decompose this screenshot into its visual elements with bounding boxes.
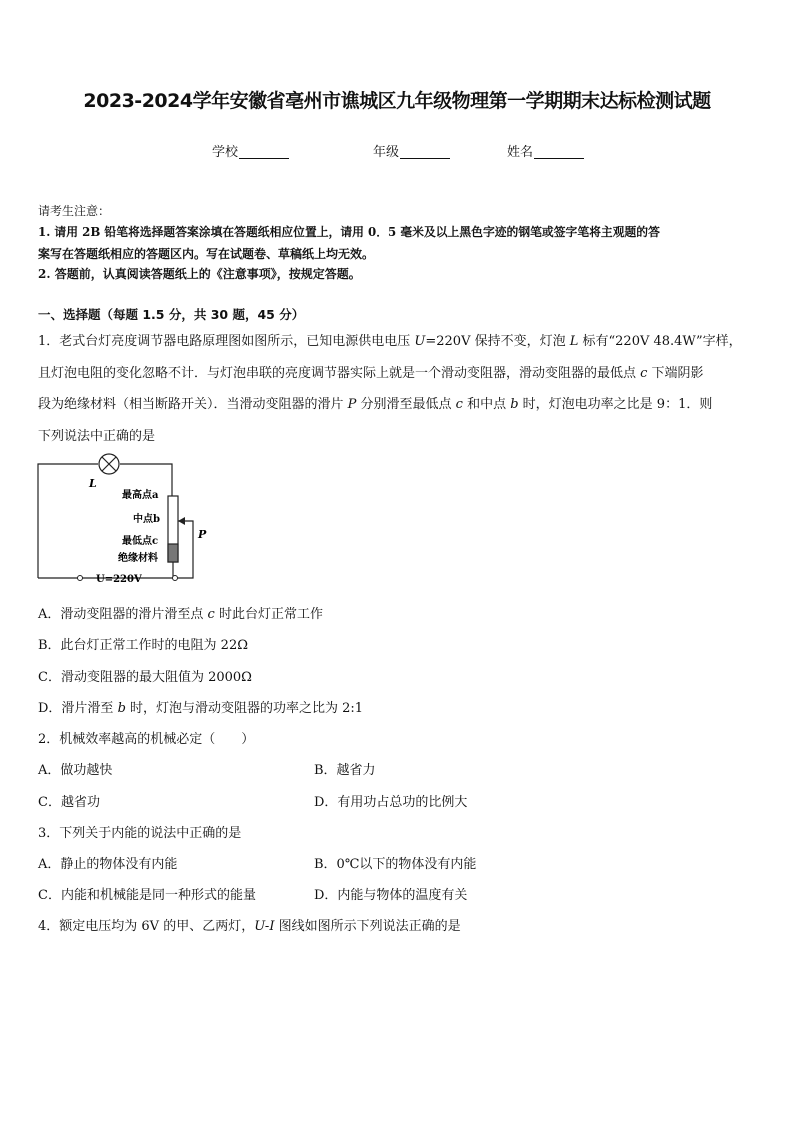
q2-option-a[interactable]: A．做功越快 [38, 763, 113, 778]
school-field[interactable] [212, 141, 289, 160]
slider-label-p: P [198, 528, 207, 541]
q3-stem: 3．下列关于内能的说法中正确的是 [38, 826, 242, 841]
voltage-label: U=220V [96, 574, 142, 585]
terminal-left [78, 576, 83, 581]
grade-blank[interactable] [400, 144, 450, 159]
q3-option-c[interactable]: C．内能和机械能是同一种形式的能量 [38, 888, 256, 903]
q1-option-a[interactable]: A．滑动变阻器的滑片滑至点 c 时此台灯正常工作 [38, 607, 323, 622]
name-label: 姓名 [507, 145, 534, 160]
school-label: 学校 [212, 145, 239, 160]
q2-stem: 2．机械效率越高的机械必定（ ） [38, 732, 255, 747]
q1-option-d[interactable]: D．滑片滑至 b 时，灯泡与滑动变阻器的功率之比为 2:1 [38, 701, 364, 716]
grade-label: 年级 [373, 145, 400, 160]
exam-title: 2023-2024学年安徽省亳州市谯城区九年级物理第一学期期末达标检测试题 [83, 90, 711, 112]
q1-option-c[interactable]: C．滑动变阻器的最大阻值为 2000Ω [38, 670, 252, 685]
q4-stem: 4．额定电压均为 6V 的甲、乙两灯，U-I 图线如图所示下列说法正确的是 [38, 919, 461, 934]
slider-wire [177, 521, 193, 578]
q1-line1: 1．老式台灯亮度调节器电路原理图如图所示，已知电源供电电压 U=220V 保持不变，灯泡 L 标有“220V 48.4W”字样， [38, 334, 742, 349]
lamp-label: L [89, 477, 97, 490]
q2-option-c[interactable]: C．越省功 [38, 795, 100, 810]
q3-option-b[interactable]: B．0℃以下的物体没有内能 [314, 857, 477, 872]
q3-option-d[interactable]: D．内能与物体的温度有关 [314, 888, 468, 903]
circuit-diagram [30, 450, 220, 590]
grade-field[interactable] [373, 141, 450, 160]
q2-option-d[interactable]: D．有用功占总功的比例大 [314, 795, 468, 810]
q3-option-a[interactable]: A．静止的物体没有内能 [38, 857, 178, 872]
q2-option-b[interactable]: B．越省力 [314, 763, 376, 778]
terminal-right [173, 576, 178, 581]
q1-stem [38, 326, 758, 452]
q1-line2: 且灯泡电阻的变化忽略不计．与灯泡串联的亮度调节器实际上就是一个滑动变阻器，滑动变阻器的最低点 c 下端阴影 [38, 365, 704, 381]
insulation-segment [168, 544, 178, 562]
notice-item2: 2. 答题前，认真阅读答题纸上的《注意事项》，按规定答题。 [38, 267, 361, 281]
name-field[interactable] [507, 141, 584, 160]
notice-item1-line1: 1. 请用 2B 铅笔将选择题答案涂填在答题纸相应位置上，请用 0．5 毫米及以上黑色字迹的钢笔或签字笔将主观题的答 [38, 225, 660, 239]
notice-heading: 请考生注意： [38, 204, 111, 218]
label-insulation: 绝缘材料 [118, 553, 158, 564]
label-mid-b: 中点b [133, 514, 160, 525]
notice-item1-line2: 案写在答题纸相应的答题区内。写在试题卷、草稿纸上均无效。 [38, 247, 375, 261]
q1-option-b[interactable]: B．此台灯正常工作时的电阻为 22Ω [38, 638, 249, 653]
name-blank[interactable] [534, 144, 584, 159]
slider-arrow-icon [178, 517, 185, 525]
section-heading: 一、选择题（每题 1.5 分，共 30 题，45 分） [38, 307, 305, 322]
label-low-c: 最低点c [122, 536, 159, 547]
school-blank[interactable] [239, 144, 289, 159]
q1-line3: 段为绝缘材料（相当断路开关）．当滑动变阻器的滑片 P 分别滑至最低点 c 和中点 b 时，灯泡电功率之比是 9：1．则 [38, 397, 713, 412]
label-top-a: 最高点a [122, 490, 159, 501]
q1-line4: 下列说法中正确的是 [38, 428, 156, 444]
